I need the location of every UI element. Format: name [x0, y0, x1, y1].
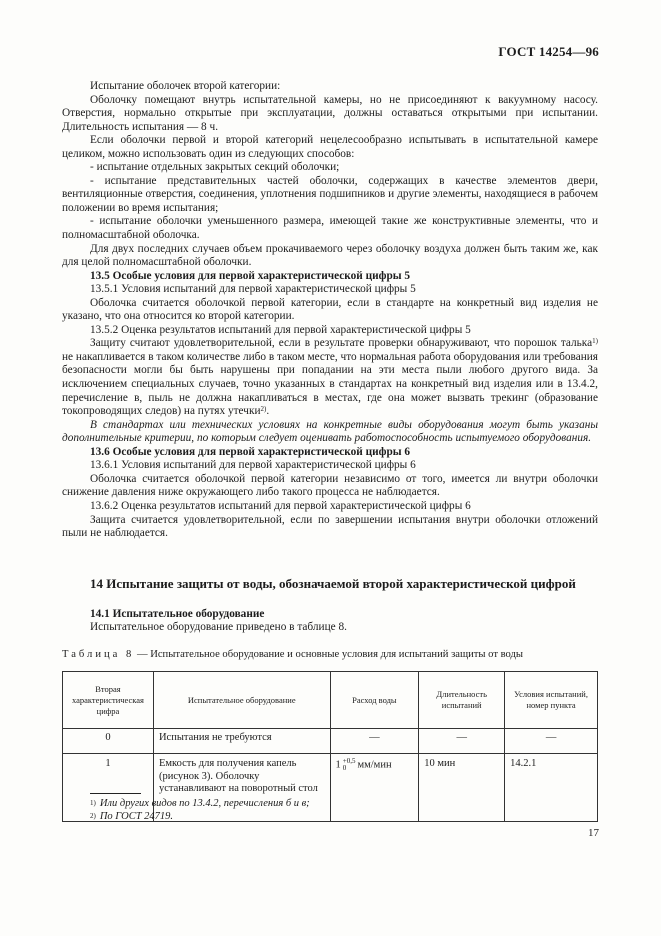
- paragraph-text: Защиту считают удовлетворительной, если в результате проверки обнаруживают, что порошок талька: [90, 337, 593, 350]
- paragraph: Оболочку помещают внутрь испытательной камеры, но не присоединяют к вакуумному насосу. Отверстия, нормально открытые при эксплуатации, должны оставаться открытыми при испытании. Длительность испытания — 8 ч.: [62, 93, 598, 133]
- cell-digit: 1: [63, 754, 154, 822]
- list-item: - испытание отдельных закрытых секций оболочки;: [90, 161, 340, 174]
- footnote-marker-1: 1): [592, 337, 598, 346]
- page-content: [62, 80, 598, 822]
- column-header-digit: Вторая характеристическая цифра: [63, 672, 154, 729]
- footnote-marker-2: 2): [260, 405, 267, 414]
- cell-duration: 10 мин: [419, 754, 505, 822]
- footnotes: [90, 797, 310, 823]
- paragraph: 13.5.1 Условия испытаний для первой характеристической цифры 5: [90, 283, 416, 296]
- column-header-duration: Длительность испытаний: [419, 672, 505, 729]
- cell-digit: 0: [63, 729, 154, 754]
- paragraph: Защита считается удовлетворительной, если по завершении испытания внутри оболочки отложений пыли не наблюдается.: [62, 513, 598, 540]
- footnote-text: По ГОСТ 24719.: [99, 811, 174, 822]
- table-caption-label: Таблица 8: [62, 648, 135, 660]
- paragraph-text: .: [266, 405, 270, 418]
- paragraph: [62, 337, 598, 418]
- paragraph-italic-note: В стандартах или технических условиях на конкретные виды оборудования могут быть указаны дополнительные критерии, по которым следует оценивать работоспособность испытуемого оборудования.: [62, 418, 598, 445]
- flow-tolerance-lower: 0: [342, 764, 347, 773]
- subsection-heading-13-6: 13.6 Особые условия для первой характеристической цифры 6: [90, 445, 411, 458]
- cell-conditions: —: [505, 729, 598, 754]
- paragraph: Испытание оболочек второй категории:: [90, 80, 281, 92]
- cell-flow: —: [330, 729, 419, 754]
- page-number: 17: [588, 827, 599, 839]
- footnote-mark: 1): [90, 799, 96, 807]
- paragraph: Для двух последних случаев объем прокачиваемого через оболочку воздуха должен быть таким же, как для целой полномасштабной оболочки.: [62, 242, 598, 269]
- section-heading-14: 14 Испытание защиты от воды, обозначаемой второй характеристической цифрой: [90, 575, 576, 591]
- table-caption: [62, 648, 598, 662]
- flow-tolerance: [343, 758, 356, 772]
- paragraph-text: не накапливается в таком количестве либо в таком месте, что нормальная работа оборудования или требования безопасности могли бы быть нарушены при попадании на эти места пыли любого другого вида. За исключением специальных случаев, точно указанных в стандартах на конкретный вид изделия или в 13.4.2, перечисление в, пыль не должна накапливаться в местах, где она может вызвать трекинг (образование токопроводящих следов) на путях утечки: [62, 350, 598, 418]
- table-row: [63, 729, 598, 754]
- paragraph: Оболочка считается оболочкой первой категории независимо от того, имеется ли внутри оболочки снижение давления ниже окружающего либо такого процесса не наблюдается.: [62, 472, 598, 499]
- flow-unit: мм/мин: [357, 759, 392, 771]
- paragraph: Испытательное оборудование приведено в таблице 8.: [90, 621, 347, 634]
- subsection-heading-13-5: 13.5 Особые условия для первой характеристической цифры 5: [90, 269, 411, 282]
- footnote-mark: 2): [90, 812, 96, 820]
- column-header-conditions: Условия испытаний, номер пункта: [505, 672, 598, 729]
- list-item: - испытание представительных частей оболочки, содержащих в качестве элементов двери, вентиляционные отверстия, соединения, уплотнения подшипников и другие элементы, находящиеся в рабочем положении во время испытания;: [62, 174, 598, 214]
- flow-tolerance-upper: +0,5: [342, 757, 356, 766]
- paragraph: 13.6.2 Оценка результатов испытаний для первой характеристической цифры 6: [90, 499, 471, 512]
- cell-equipment: Испытания не требуются: [153, 729, 330, 754]
- document-header: ГОСТ 14254—96: [498, 44, 599, 59]
- subsection-heading-14-1: 14.1 Испытательное оборудование: [90, 607, 265, 620]
- paragraph: 13.6.1 Условия испытаний для первой характеристической цифры 6: [90, 459, 416, 472]
- cell-equipment: Емкость для получения капель (рисунок 3). Оболочку устанавливают на поворотный стол: [153, 754, 330, 822]
- column-header-equipment: Испытательное оборудование: [153, 672, 330, 729]
- column-header-flow: Расход воды: [330, 672, 419, 729]
- paragraph: Оболочка считается оболочкой первой категории, если в стандарте на конкретный вид изделия не указано, что она относится ко второй категории.: [62, 296, 598, 323]
- cell-duration: —: [419, 729, 505, 754]
- paragraph: 13.5.2 Оценка результатов испытаний для первой характеристической цифры 5: [90, 323, 471, 336]
- cell-flow: [330, 754, 419, 822]
- table-caption-text: — Испытательное оборудование и основные условия для испытаний защиты от воды: [134, 648, 524, 660]
- list-item: - испытание оболочки уменьшенного размера, имеющей такие же конструктивные элементы, что и полномасштабной оболочка.: [62, 215, 598, 242]
- cell-conditions: 14.2.1: [505, 754, 598, 822]
- footnote: [90, 797, 310, 810]
- footnote-separator: [90, 793, 141, 794]
- table-header-row: [63, 672, 598, 729]
- paragraph: Если оболочки первой и второй категорий нецелесообразно испытывать в испытательной камере целиком, можно использовать один из следующих способов:: [62, 134, 598, 160]
- footnote-text: Или других видов по 13.4.2, перечисления б и в;: [99, 798, 310, 809]
- footnote: [90, 810, 310, 823]
- flow-value: 1: [335, 759, 341, 771]
